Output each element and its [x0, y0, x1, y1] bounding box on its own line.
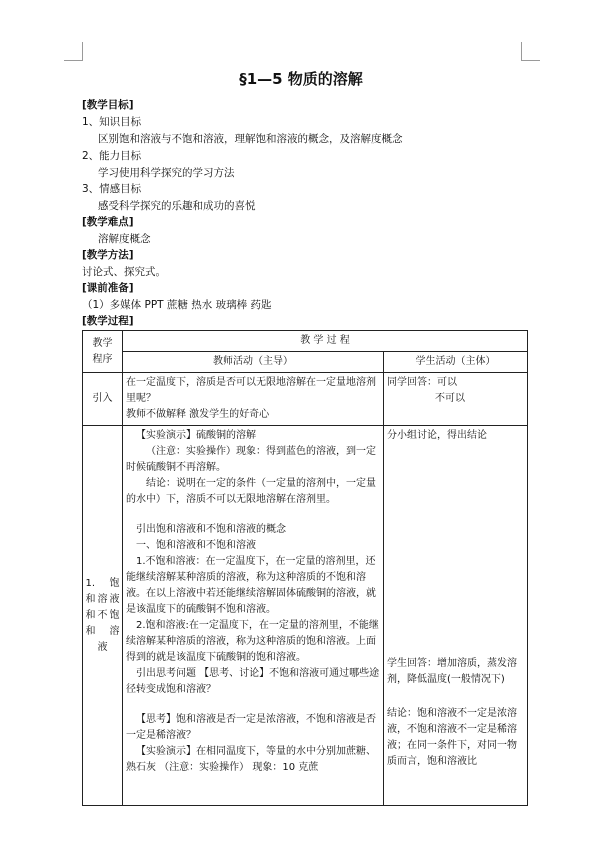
section-method-heading: [教学方法] [82, 249, 134, 261]
table-row-intro [83, 373, 528, 426]
prep-text: （1）多媒体 PPT 蔗糖 热水 玻璃棒 药匙 [82, 299, 272, 311]
intro-label-cell: 引入 [83, 373, 123, 426]
table-row-saturated [83, 426, 528, 806]
header-program-line-1: 教学 [92, 337, 113, 349]
teaching-process-table [82, 330, 528, 806]
teacher-text-1: 【实验演示】硫酸铜的溶解 [136, 430, 256, 441]
header-process-cell: 教 学 过 程 [123, 331, 528, 352]
intro-student-text-2: 不可以 [435, 393, 465, 404]
teacher-text-6: 1.不饱和溶液：在一定温度下，在一定量的溶剂里，还能继续溶解某种溶质的溶液，称为这种溶质的不饱和溶液。在以上溶液中若还能继续溶解固体硫酸铜的溶液，就是该温度下的硫酸铜不饱和溶液。 [126, 556, 376, 615]
saturated-label-cell [83, 426, 123, 806]
student-text-1: 分小组讨论，得出结论 [387, 430, 487, 441]
label-char-a: 1. [85, 577, 96, 589]
label-char-j: 溶 [109, 625, 120, 637]
label-char-f: 和 [85, 609, 96, 621]
saturated-student-cell [384, 426, 528, 806]
goal-1-text: 区别饱和溶液与不饱和溶液，理解饱和溶液的概念，及溶解度概念 [98, 133, 403, 145]
crop-mark-top-right [521, 42, 540, 61]
section-prep-heading: [课前准备] [82, 282, 134, 294]
goal-3-heading: 3、情感目标 [82, 183, 142, 195]
saturated-label-vertical [86, 576, 119, 656]
intro-student-cell [384, 373, 528, 426]
difficulty-text: 溶解度概念 [98, 233, 151, 245]
intro-student-text-1: 同学回答：可以 [387, 377, 457, 388]
goal-3-text: 感受科学探究的乐趣和成功的喜悦 [98, 200, 256, 212]
crop-mark-top-left [64, 42, 83, 61]
label-char-c: 和 [85, 593, 96, 605]
teacher-text-8: 引出思考问题 【思考、讨论】不饱和溶液可通过哪些途径转变成饱和溶液？ [126, 668, 380, 695]
label-char-i: 和 [85, 625, 96, 637]
teacher-text-5: 一、饱和溶液和不饱和溶液 [136, 540, 256, 551]
intro-teacher-text-1: 在一定温度下，溶质是否可以无限地溶解在一定量地溶剂里呢？ [126, 377, 376, 404]
teacher-text-3: 结论：说明在一定的条件（一定量的溶剂中，一定量的水中）下，溶质不可以无限地溶解在溶剂里。 [126, 478, 376, 505]
label-char-h: 饱 [109, 609, 120, 621]
label-char-d: 溶 [97, 593, 108, 605]
teacher-text-4: 引出饱和溶液和不饱和溶液的概念 [136, 524, 286, 535]
section-process-heading: [教学过程] [82, 315, 134, 327]
teacher-text-10: 【实验演示】在相同温度下，等量的水中分别加蔗糖、熟石灰 （注意：实验操作） 现象：10 克蔗 [126, 746, 376, 773]
table-header-row-1 [83, 331, 528, 352]
saturated-teacher-cell [123, 426, 384, 806]
document-title: §1—5 物质的溶解 [239, 70, 363, 88]
student-text-2: 学生回答：增加溶质，蒸发溶剂，降低温度(一般情况下) [387, 658, 517, 685]
header-program-line-2: 程序 [92, 353, 113, 365]
intro-teacher-text-2: 教师不做解释 激发学生的好奇心 [126, 409, 270, 420]
teacher-text-2: （注意：实验操作）现象：得到蓝色的溶液，到一定时候硫酸铜不再溶解。 [126, 446, 376, 473]
label-char-g: 不 [97, 609, 108, 621]
intro-teacher-cell [123, 373, 384, 426]
section-goals-heading: [教学目标] [82, 99, 134, 111]
goal-1-heading: 1、知识目标 [82, 116, 142, 128]
method-text: 讨论式、探究式。 [82, 266, 166, 278]
student-text-3: 结论：饱和溶液不一定是浓溶液，不饱和溶液不一定是稀溶液；在同一条件下，对同一物质而言，饱和溶液比 [387, 708, 517, 767]
label-char-b: 饱 [109, 577, 120, 589]
label-char-e: 液 [109, 593, 120, 605]
teacher-text-7: 2.饱和溶液:在一定温度下，在一定量的溶剂里，不能继续溶解某种溶质的溶液，称为这种溶质的饱和溶液。上面得到的就是该温度下硫酸铜的饱和溶液。 [126, 620, 379, 663]
teacher-text-9: 【思考】饱和溶液是否一定是浓溶液，不饱和溶液是否一定是稀溶液？ [126, 714, 376, 741]
header-teacher-cell: 教师活动（主导） [123, 352, 384, 373]
goal-2-text: 学习使用科学探究的学习方法 [98, 167, 235, 179]
section-difficulty-heading: [教学难点] [82, 216, 134, 228]
table-header-row-2 [83, 352, 528, 373]
header-student-cell: 学生活动（主体） [384, 352, 528, 373]
header-program-cell [83, 331, 123, 373]
label-char-k: 液 [97, 641, 108, 653]
goal-2-heading: 2、能力目标 [82, 150, 142, 162]
